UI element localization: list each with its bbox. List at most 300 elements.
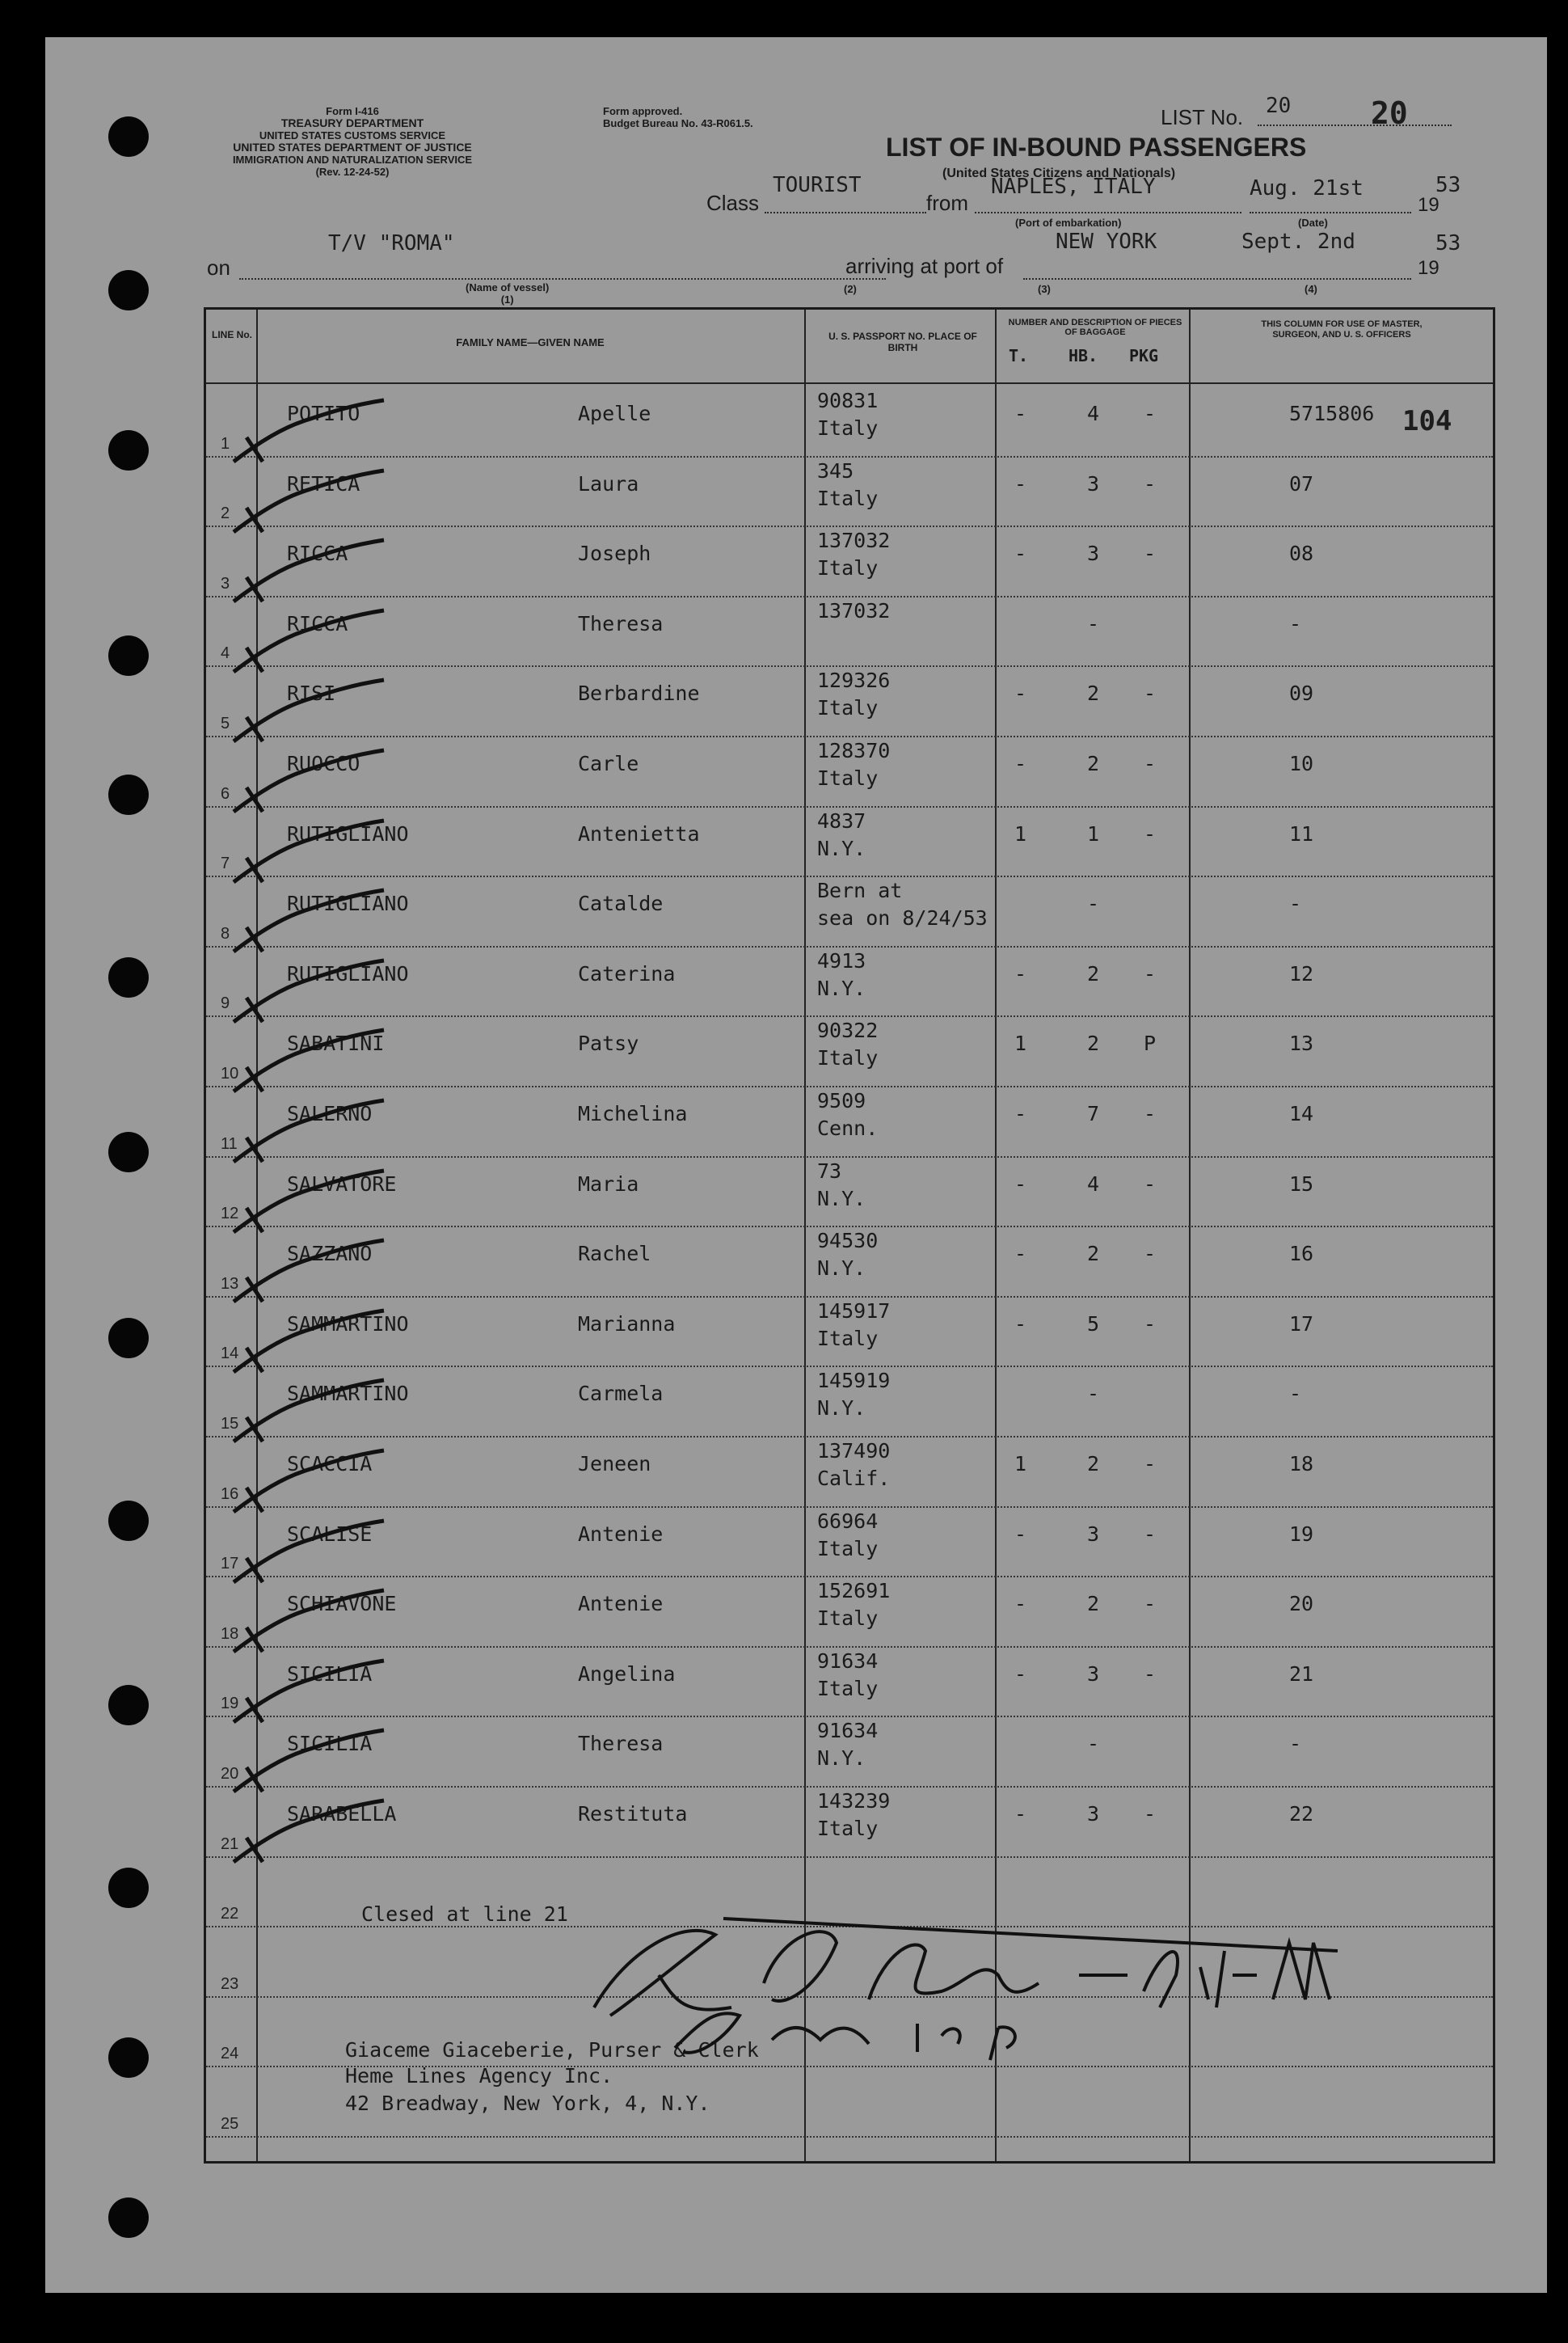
officer-use-number: 15: [1289, 1172, 1314, 1196]
family-name: SCACCIA: [287, 1452, 373, 1475]
officer-use-number: 11: [1289, 821, 1314, 846]
place-of-birth: N.Y.: [817, 1746, 866, 1771]
given-name: Marianna: [578, 1311, 676, 1336]
family-name: RISI: [287, 682, 336, 706]
binder-hole: [108, 2037, 149, 2078]
check-mark: [230, 467, 392, 540]
family-name: SALVATORE: [287, 1172, 397, 1196]
line-number: 16: [221, 1484, 239, 1503]
purser-line: Giaceme Giaceberie, Purser & Clerk: [345, 2038, 759, 2062]
line-number: 3: [221, 574, 230, 593]
place-of-birth: Italy: [817, 416, 879, 440]
family-name: RUTIGLIANO: [287, 961, 409, 986]
baggage-trunks: 1: [1014, 821, 1027, 846]
binder-hole: [108, 775, 149, 815]
head-pkg: PKG: [1128, 346, 1159, 365]
baggage-handbags: -: [1087, 1382, 1100, 1406]
closed-note: Clesed at line 21: [361, 1902, 568, 1926]
place-of-birth: Italy: [817, 1326, 879, 1350]
on-label: on: [207, 255, 230, 280]
place-of-birth: N.Y.: [817, 976, 866, 1000]
head-t: T.: [1008, 346, 1029, 365]
row-rule: [206, 1716, 1493, 1717]
line-number: 19: [221, 1695, 239, 1713]
list-no-stamp: 20: [1371, 95, 1408, 131]
row-rule: [206, 456, 1493, 458]
baggage-trunks: 1: [1014, 1032, 1027, 1056]
passport-number: 4837: [817, 808, 866, 833]
line-number: 24: [221, 2045, 239, 2063]
class-rule: [765, 212, 926, 213]
check-mark: [230, 1797, 392, 1870]
family-name: RETICA: [287, 471, 360, 496]
manifest-page: [45, 37, 1547, 2293]
arrival-port: NEW YORK: [1056, 230, 1157, 254]
binder-hole: [108, 1868, 149, 1908]
line-number: 1: [221, 434, 230, 453]
baggage-handbags: 3: [1087, 1522, 1100, 1546]
head-baggage: NUMBER AND DESCRIPTION OF PIECES OF BAGGAGE: [1008, 318, 1182, 337]
check-mark: [230, 677, 392, 749]
baggage-packages: -: [1144, 1102, 1157, 1125]
approved-label: Form approved.: [603, 105, 683, 117]
given-name: Michelina: [578, 1102, 688, 1125]
given-name: Antenietta: [578, 821, 700, 846]
line-number: 11: [221, 1134, 238, 1153]
family-name: SABATINI: [287, 1032, 385, 1056]
family-name: RUOCCO: [287, 752, 360, 775]
given-name: Patsy: [578, 1032, 639, 1056]
place-of-birth: N.Y.: [817, 1256, 866, 1281]
baggage-trunks: -: [1014, 1802, 1027, 1826]
line-number: 9: [221, 994, 230, 1013]
baggage-packages: -: [1144, 1311, 1157, 1336]
binder-hole: [108, 957, 149, 998]
family-name: RICCA: [287, 611, 348, 635]
passport-number: 90831: [817, 389, 879, 412]
col3-caption: (3): [1038, 283, 1051, 295]
row-rule: [206, 806, 1493, 808]
row-rule: [206, 526, 1493, 527]
check-mark: [230, 1097, 392, 1170]
family-name: SCALISE: [287, 1522, 373, 1546]
col2-caption: (2): [844, 283, 857, 295]
officer-use-number: 22: [1289, 1802, 1314, 1826]
place-of-birth: Italy: [817, 1536, 879, 1560]
baggage-trunks: -: [1014, 1172, 1027, 1196]
officer-use-number: 20: [1289, 1592, 1314, 1616]
place-of-birth: Italy: [817, 766, 879, 790]
line-number: 20: [221, 1765, 239, 1783]
check-mark: [230, 1587, 392, 1660]
place-of-birth: N.Y.: [817, 836, 866, 860]
baggage-handbags: 2: [1087, 1032, 1100, 1056]
line-number: 22: [221, 1905, 239, 1923]
binder-hole: [108, 635, 149, 676]
baggage-trunks: -: [1014, 961, 1027, 986]
col-divider: [804, 310, 806, 2161]
class-value: TOURIST: [773, 173, 862, 197]
address-line: 42 Breadway, New York, 4, N.Y.: [345, 2092, 710, 2115]
baggage-trunks: -: [1014, 1592, 1027, 1616]
place-of-birth: N.Y.: [817, 1186, 866, 1210]
baggage-handbags: 2: [1087, 1592, 1100, 1616]
passport-number: 9509: [817, 1089, 866, 1112]
baggage-trunks: -: [1014, 471, 1027, 496]
budget-label: Budget Bureau No. 43-R061.5.: [603, 117, 753, 129]
given-name: Angelina: [578, 1661, 676, 1686]
baggage-handbags: 5: [1087, 1311, 1100, 1336]
officer-use-number: 09: [1289, 682, 1314, 706]
officer-use-number: -: [1289, 1382, 1302, 1406]
officer-use-number: 12: [1289, 961, 1314, 986]
family-name: RICCA: [287, 542, 348, 566]
officer-use-number: 07: [1289, 471, 1314, 496]
line-number: 14: [221, 1345, 239, 1363]
baggage-packages: -: [1144, 961, 1157, 986]
vessel-rule: [239, 278, 886, 280]
from-label: from: [926, 191, 968, 215]
year2-suffix: 53: [1435, 231, 1461, 255]
officer-use-number: 5715806: [1289, 402, 1375, 425]
passport-number: Bern at: [817, 879, 903, 903]
binder-hole: [108, 1501, 149, 1541]
row-rule: [206, 1015, 1493, 1017]
ins-label: IMMIGRATION AND NATURALIZATION SERVICE: [232, 154, 473, 166]
baggage-trunks: -: [1014, 402, 1027, 425]
officer-use-number: 18: [1289, 1452, 1314, 1475]
place-of-birth: N.Y.: [817, 1396, 866, 1421]
passenger-table: [204, 307, 1495, 2164]
given-name: Jeneen: [578, 1452, 651, 1475]
inspector-signature: [562, 1886, 1370, 2064]
baggage-trunks: -: [1014, 752, 1027, 775]
baggage-handbags: 7: [1087, 1102, 1100, 1125]
place-of-birth: Cenn.: [817, 1117, 879, 1140]
place-of-birth: Italy: [817, 1046, 879, 1070]
check-mark: [230, 1237, 392, 1310]
baggage-packages: -: [1144, 402, 1157, 425]
check-mark: [230, 1727, 392, 1800]
given-name: Catalde: [578, 892, 664, 916]
given-name: Carmela: [578, 1382, 664, 1406]
place-of-birth: Italy: [817, 696, 879, 720]
embark-port: NAPLES, ITALY: [991, 175, 1156, 199]
baggage-handbags: -: [1087, 1732, 1100, 1756]
baggage-packages: P: [1144, 1032, 1157, 1056]
col-divider: [995, 310, 997, 2161]
baggage-packages: -: [1144, 1522, 1157, 1546]
family-name: SAMMARTINO: [287, 1311, 409, 1336]
given-name: Carle: [578, 752, 639, 775]
row-rule: [206, 596, 1493, 597]
class-label: Class: [706, 191, 760, 215]
baggage-packages: -: [1144, 821, 1157, 846]
baggage-handbags: 1: [1087, 821, 1100, 846]
baggage-handbags: 3: [1087, 542, 1100, 566]
baggage-packages: -: [1144, 471, 1157, 496]
binder-hole: [108, 1132, 149, 1172]
check-mark: [230, 1657, 392, 1730]
baggage-handbags: 3: [1087, 1661, 1100, 1686]
form-approval: [603, 105, 753, 129]
baggage-handbags: 2: [1087, 752, 1100, 775]
col4-caption: (4): [1305, 283, 1317, 295]
officer-use-number: -: [1289, 892, 1302, 916]
check-mark: [230, 1307, 392, 1380]
line-number: 4: [221, 644, 230, 663]
binder-hole: [108, 430, 149, 471]
officer-use-number: 13: [1289, 1032, 1314, 1056]
check-mark: [230, 397, 392, 470]
place-of-birth: Italy: [817, 1606, 879, 1631]
baggage-trunks: -: [1014, 1311, 1027, 1336]
passport-number: 137032: [817, 598, 891, 623]
agency-line: Heme Lines Agency Inc.: [345, 2064, 613, 2088]
justice-label: UNITED STATES DEPARTMENT OF JUSTICE: [233, 141, 472, 154]
line-number: 10: [221, 1065, 239, 1083]
check-mark: [230, 1167, 392, 1240]
manifest-subtitle: (United States Citizens and Nationals): [942, 167, 1176, 180]
head-name: FAMILY NAME—GIVEN NAME: [456, 336, 605, 348]
header-rule: [206, 382, 1493, 384]
baggage-packages: -: [1144, 1592, 1157, 1616]
check-mark: [230, 1027, 392, 1100]
line-number: 5: [221, 715, 230, 732]
line-number: 6: [221, 784, 230, 803]
given-name: Restituta: [578, 1802, 688, 1826]
arrival-date: Sept. 2nd: [1241, 230, 1355, 254]
baggage-packages: -: [1144, 1242, 1157, 1266]
check-mark: [230, 607, 392, 680]
baggage-trunks: -: [1014, 1242, 1027, 1266]
given-name: Berbardine: [578, 682, 700, 706]
passport-number: 152691: [817, 1579, 891, 1603]
row-rule: [206, 1366, 1493, 1367]
baggage-packages: -: [1144, 1172, 1157, 1196]
line-number: 12: [221, 1205, 239, 1223]
family-name: SARABELLA: [287, 1802, 397, 1826]
list-no-rule: [1258, 125, 1452, 126]
passport-number: 66964: [817, 1509, 879, 1533]
head-officer-use: THIS COLUMN FOR USE OF MASTER, SURGEON, AND U. S. OFFICERS: [1261, 319, 1423, 340]
check-mark: [230, 1377, 392, 1450]
list-no-label: LIST No.: [1161, 105, 1244, 129]
line-number: 13: [221, 1274, 239, 1293]
family-name: POTITO: [287, 402, 360, 425]
officer-use-number: 17: [1289, 1311, 1314, 1336]
baggage-trunks: -: [1014, 1661, 1027, 1686]
place-of-birth: Italy: [817, 1676, 879, 1700]
side-note: 104: [1402, 405, 1452, 437]
family-name: SICILIA: [287, 1732, 373, 1756]
row-rule: [206, 1086, 1493, 1087]
row-rule: [206, 876, 1493, 877]
col-divider: [1189, 310, 1191, 2161]
place-of-birth: Calif.: [817, 1467, 891, 1490]
family-name: SICILIA: [287, 1661, 373, 1686]
baggage-handbags: -: [1087, 611, 1100, 635]
passport-number: 90322: [817, 1019, 879, 1043]
line-number: 23: [221, 1974, 239, 1993]
line-number: 8: [221, 924, 230, 943]
passport-number: 91634: [817, 1719, 879, 1743]
list-no-typed: 20: [1266, 94, 1292, 118]
family-name: RUTIGLIANO: [287, 892, 409, 916]
col1-caption: (1): [500, 293, 514, 306]
arrival-rule: [1023, 278, 1411, 280]
line-number: 15: [221, 1415, 239, 1433]
baggage-packages: -: [1144, 752, 1157, 775]
head-line-no: LINE No.: [212, 329, 252, 340]
row-rule: [206, 1296, 1493, 1298]
baggage-handbags: 2: [1087, 1452, 1100, 1475]
row-rule: [206, 736, 1493, 737]
baggage-packages: -: [1144, 1802, 1157, 1826]
line-number: 25: [221, 2115, 239, 2133]
officer-use-number: 08: [1289, 542, 1314, 566]
binder-hole: [108, 2197, 149, 2238]
officer-use-number: 16: [1289, 1242, 1314, 1266]
baggage-handbags: 3: [1087, 471, 1100, 496]
baggage-trunks: 1: [1014, 1452, 1027, 1475]
passport-number: 91634: [817, 1649, 879, 1673]
head-passport: U. S. PASSPORT NO. PLACE OF BIRTH: [828, 331, 977, 353]
check-mark: [230, 887, 392, 960]
arriving-label: arriving at port of: [845, 254, 1004, 278]
line-number: 2: [221, 504, 230, 523]
embark-date: Aug. 21st: [1250, 176, 1364, 201]
row-rule: [206, 1786, 1493, 1788]
binder-hole: [108, 116, 149, 157]
baggage-handbags: 4: [1087, 402, 1100, 425]
passport-number: 137490: [817, 1439, 891, 1463]
given-name: Apelle: [578, 402, 651, 425]
line-number: 18: [221, 1624, 239, 1643]
passport-number: 137032: [817, 529, 891, 553]
given-name: Laura: [578, 471, 639, 496]
check-mark: [230, 817, 392, 890]
baggage-packages: -: [1144, 1452, 1157, 1475]
line-number: 17: [221, 1555, 239, 1573]
baggage-handbags: 3: [1087, 1802, 1100, 1826]
binder-hole: [108, 1685, 149, 1725]
place-of-birth: Italy: [817, 486, 879, 510]
given-name: Joseph: [578, 542, 651, 566]
vessel-caption: [466, 281, 549, 306]
place-of-birth: sea on 8/24/53: [817, 906, 988, 931]
row-rule: [206, 2136, 1493, 2138]
family-name: SCHIAVONE: [287, 1592, 397, 1616]
baggage-trunks: -: [1014, 1102, 1027, 1125]
officer-use-number: 21: [1289, 1661, 1314, 1686]
date-rule: [1250, 212, 1411, 213]
row-rule: [206, 1646, 1493, 1648]
baggage-packages: -: [1144, 682, 1157, 706]
head-hb: HB.: [1068, 346, 1098, 365]
embark-caption: (Port of embarkation): [1015, 217, 1122, 229]
place-of-birth: Italy: [817, 1817, 879, 1840]
passport-number: 145919: [817, 1369, 891, 1393]
officer-use-number: 14: [1289, 1102, 1314, 1125]
row-rule: [206, 1156, 1493, 1158]
family-name: SALERNO: [287, 1102, 373, 1125]
passport-number: 145917: [817, 1298, 891, 1323]
baggage-trunks: -: [1014, 682, 1027, 706]
place-of-birth: Italy: [817, 556, 879, 580]
year-suffix: 53: [1435, 173, 1461, 197]
baggage-handbags: -: [1087, 892, 1100, 916]
given-name: Caterina: [578, 961, 676, 986]
row-rule: [206, 665, 1493, 667]
baggage-handbags: 2: [1087, 1242, 1100, 1266]
binder-hole: [108, 270, 149, 310]
year-prefix: 19: [1418, 194, 1439, 216]
baggage-handbags: 4: [1087, 1172, 1100, 1196]
binder-hole: [108, 1318, 149, 1358]
check-mark: [230, 957, 392, 1030]
row-rule: [206, 1226, 1493, 1227]
check-mark: [230, 1447, 392, 1520]
revision-label: (Rev. 12-24-52): [315, 166, 390, 178]
given-name: Theresa: [578, 611, 664, 635]
passport-number: 143239: [817, 1789, 891, 1813]
embark-rule: [975, 212, 1241, 213]
row-rule: [206, 1576, 1493, 1577]
family-name: SAZZANO: [287, 1242, 373, 1266]
line-number: 7: [221, 855, 230, 873]
check-mark: [230, 1518, 392, 1590]
officer-use-number: -: [1289, 611, 1302, 635]
vessel-name: T/V "ROMA": [328, 231, 455, 255]
row-rule: [206, 946, 1493, 948]
row-rule: [206, 1436, 1493, 1437]
vessel-caption-text: (Name of vessel): [466, 281, 550, 293]
passport-number: 129326: [817, 669, 891, 693]
passport-number: 345: [817, 458, 854, 483]
manifest-title: LIST OF IN-BOUND PASSENGERS: [886, 133, 1307, 162]
row-rule: [206, 1856, 1493, 1858]
line-number: 21: [221, 1834, 239, 1853]
date-caption: (Date): [1298, 217, 1328, 229]
baggage-handbags: 2: [1087, 682, 1100, 706]
given-name: Theresa: [578, 1732, 664, 1756]
form-header-left: [199, 105, 506, 178]
passport-number: 73: [817, 1159, 842, 1183]
family-name: RUTIGLIANO: [287, 821, 409, 846]
officer-use-number: 10: [1289, 752, 1314, 775]
row-rule: [206, 1506, 1493, 1508]
given-name: Rachel: [578, 1242, 651, 1266]
given-name: Maria: [578, 1172, 639, 1196]
family-name: SAMMARTINO: [287, 1382, 409, 1406]
given-name: Antenie: [578, 1522, 664, 1546]
customs-label: UNITED STATES CUSTOMS SERVICE: [259, 129, 446, 141]
baggage-packages: -: [1144, 1661, 1157, 1686]
officer-use-number: 19: [1289, 1522, 1314, 1546]
baggage-trunks: -: [1014, 542, 1027, 566]
treasury-label: TREASURY DEPARTMENT: [280, 116, 424, 129]
baggage-handbags: 2: [1087, 961, 1100, 986]
officer-use-number: -: [1289, 1732, 1302, 1756]
check-mark: [230, 537, 392, 610]
passport-number: 128370: [817, 739, 891, 762]
passport-number: 94530: [817, 1229, 879, 1253]
given-name: Antenie: [578, 1592, 664, 1616]
year2-prefix: 19: [1418, 257, 1439, 279]
form-number: Form I-416: [326, 105, 379, 117]
passport-number: 4913: [817, 948, 866, 973]
